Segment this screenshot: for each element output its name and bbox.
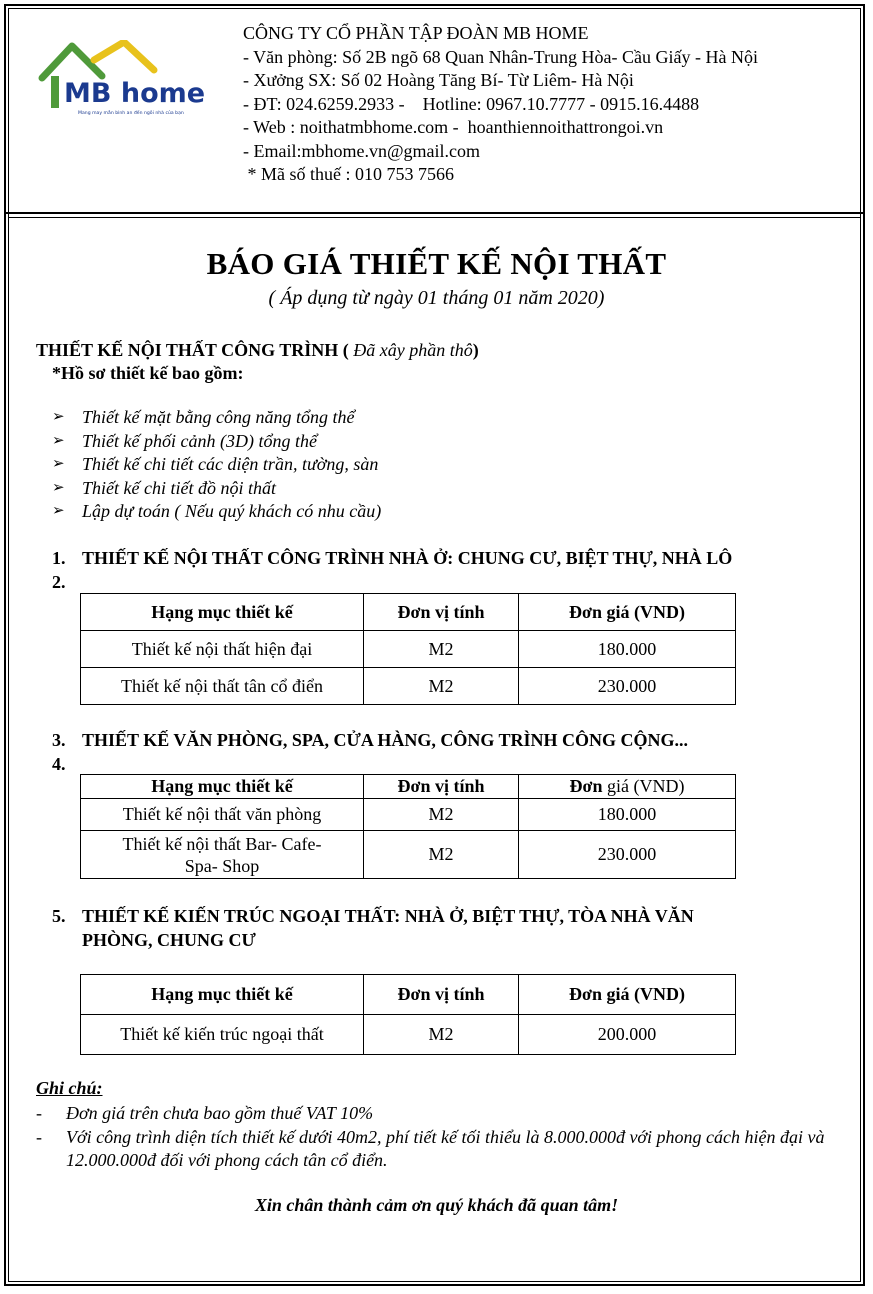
arrow-bullet-icon: ➢ — [52, 409, 65, 425]
header-divider-inner — [8, 217, 861, 218]
list-item-text: Lập dự toán ( Nếu quý khách có nhu cầu) — [82, 501, 382, 521]
group-1-title: THIẾT KẾ NỘI THẤT CÔNG TRÌNH NHÀ Ở: CHUNG CƯ, BIỆT THỰ, NHÀ LÔ — [82, 548, 733, 568]
header-item: Hạng mục thiết kế — [81, 975, 364, 1015]
note-text: Đơn giá trên chưa bao gồm thuế VAT 10% — [66, 1103, 374, 1123]
table-row — [81, 799, 736, 831]
table-header-row — [81, 594, 736, 631]
group-1-number: 1. — [52, 548, 66, 568]
group-5-heading — [52, 906, 694, 927]
list-item — [52, 453, 381, 477]
header-unit: Đơn vị tính — [364, 775, 519, 799]
note-item — [36, 1102, 836, 1126]
document-title: BÁO GIÁ THIẾT KẾ NỘI THẤT — [206, 246, 667, 281]
thank-you-message: Xin chân thành cảm ơn quý khách đã quan tâm! — [254, 1195, 619, 1215]
list-item-text: Thiết kế chi tiết đồ nội thất — [82, 477, 276, 498]
header-unit: Đơn vị tính — [364, 594, 519, 631]
note-text: Với công trình diện tích thiết kế dưới 40m2, phí tiết kế tối thiểu là 8.000.000đ với phong cách hiện đại và 12.000.000đ đối với phong cách tân cổ điển. — [66, 1126, 825, 1170]
list-item-text: Thiết kế chi tiết các diện trần, tường, sàn — [82, 454, 379, 474]
table-header-row — [81, 975, 736, 1015]
header-price — [519, 775, 736, 799]
list-item — [52, 430, 381, 454]
cell-item: Thiết kế nội thất hiện đại — [81, 631, 364, 668]
arrow-bullet-icon: ➢ — [52, 503, 65, 519]
table-row — [81, 631, 736, 668]
group-4-number: 4. — [52, 754, 66, 774]
header-divider — [4, 212, 865, 214]
cell-unit: M2 — [364, 668, 519, 705]
cell-item-line-1: Thiết kế nội thất Bar- Cafe- — [122, 833, 322, 854]
cell-item-line-2: Spa- Shop — [184, 855, 260, 876]
group-5-title-line-2: PHÒNG, CHUNG CƯ — [82, 930, 256, 950]
price-table-residential — [80, 593, 736, 705]
logo-roof-yellow — [94, 42, 154, 70]
cell-unit: M2 — [364, 831, 519, 879]
notes-list — [36, 1102, 836, 1173]
header-price-bold: Đơn — [569, 776, 603, 796]
section-heading — [36, 340, 479, 361]
company-tax-code: * Mã số thuế : 010 753 7566 — [243, 164, 454, 184]
cell-price: 200.000 — [519, 1015, 736, 1055]
company-email: - Email:mbhome.vn@gmail.com — [243, 140, 481, 161]
table-row — [81, 831, 736, 879]
company-info — [243, 22, 758, 187]
section-heading-text: THIẾT KẾ NỘI THẤT CÔNG TRÌNH ( — [36, 340, 349, 360]
note-dash: - — [36, 1126, 42, 1147]
logo-wall — [51, 76, 59, 108]
group-3-heading — [52, 730, 688, 751]
company-office: - Văn phòng: Số 2B ngõ 68 Quan Nhân-Trung Hòa- Cầu Giấy - Hà Nội — [243, 46, 758, 67]
company-phone: - ĐT: 024.6259.2933 - Hotline: 0967.10.7777 - 0915.16.4488 — [243, 93, 700, 114]
cell-item: Thiết kế nội thất tân cổ điển — [81, 668, 364, 705]
cell-unit: M2 — [364, 1015, 519, 1055]
table-row — [81, 1015, 736, 1055]
cell-price: 230.000 — [519, 668, 736, 705]
table-row — [81, 668, 736, 705]
section-heading-close: ) — [472, 340, 479, 360]
header-price-rest: giá (VND) — [602, 776, 685, 796]
price-table-exterior — [80, 974, 736, 1055]
arrow-bullet-icon: ➢ — [52, 432, 65, 449]
cell-unit: M2 — [364, 631, 519, 668]
group-2-number: 2. — [52, 572, 66, 592]
group-5-number: 5. — [52, 906, 66, 926]
list-item-text: Thiết kế mặt bằng công năng tổng thể — [82, 407, 355, 427]
cell-price: 180.000 — [519, 799, 736, 831]
company-workshop: - Xưởng SX: Số 02 Hoàng Tăng Bí- Từ Liêm- Hà Nội — [243, 70, 634, 90]
section-heading-note: Đã xây phần thô — [348, 340, 473, 360]
table-header-row — [81, 775, 736, 799]
company-web: - Web : noithatmbhome.com - hoanthiennoithattrongoi.vn — [243, 117, 664, 137]
list-item — [52, 500, 381, 524]
document-subtitle: ( Áp dụng từ ngày 01 tháng 01 năm 2020) — [268, 287, 605, 309]
notes-title: Ghi chú: — [36, 1078, 103, 1098]
list-item-text: Thiết kế phối cảnh (3D) tổng thể — [82, 430, 317, 451]
group-3-number: 3. — [52, 730, 66, 750]
cell-item: Thiết kế kiến trúc ngoại thất — [81, 1015, 364, 1055]
cell-price: 230.000 — [519, 831, 736, 879]
header-price: Đơn giá (VND) — [519, 975, 736, 1015]
note-item — [36, 1126, 836, 1173]
header-price: Đơn giá (VND) — [519, 594, 736, 631]
logo-brand-text: MB home — [64, 78, 206, 109]
group-1-heading — [52, 548, 732, 569]
cell-item — [81, 831, 364, 879]
cell-unit: M2 — [364, 799, 519, 831]
mb-home-logo — [38, 40, 208, 118]
list-item — [52, 406, 381, 430]
design-dossier-list — [52, 406, 381, 524]
note-dash: - — [36, 1103, 42, 1123]
price-table-commercial — [80, 774, 736, 879]
cell-item: Thiết kế nội thất văn phòng — [81, 799, 364, 831]
header-item: Hạng mục thiết kế — [81, 775, 364, 799]
header-unit: Đơn vị tính — [364, 975, 519, 1015]
list-item — [52, 477, 381, 501]
group-5-title: THIẾT KẾ KIẾN TRÚC NGOẠI THẤT: NHÀ Ở, BIỆT THỰ, TÒA NHÀ VĂN — [82, 906, 694, 926]
company-name: CÔNG TY CỔ PHẦN TẬP ĐOÀN MB HOME — [243, 23, 589, 43]
group-3-title: THIẾT KẾ VĂN PHÒNG, SPA, CỬA HÀNG, CÔNG TRÌNH CÔNG CỘNG... — [82, 730, 689, 750]
logo-tagline: Mang may mắn bình an đến ngôi nhà của bạn — [78, 111, 184, 116]
arrow-bullet-icon: ➢ — [52, 456, 65, 472]
section-subheading: *Hồ sơ thiết kế bao gồm: — [52, 363, 244, 383]
arrow-bullet-icon: ➢ — [52, 479, 65, 496]
header-item: Hạng mục thiết kế — [81, 594, 364, 631]
cell-price: 180.000 — [519, 631, 736, 668]
